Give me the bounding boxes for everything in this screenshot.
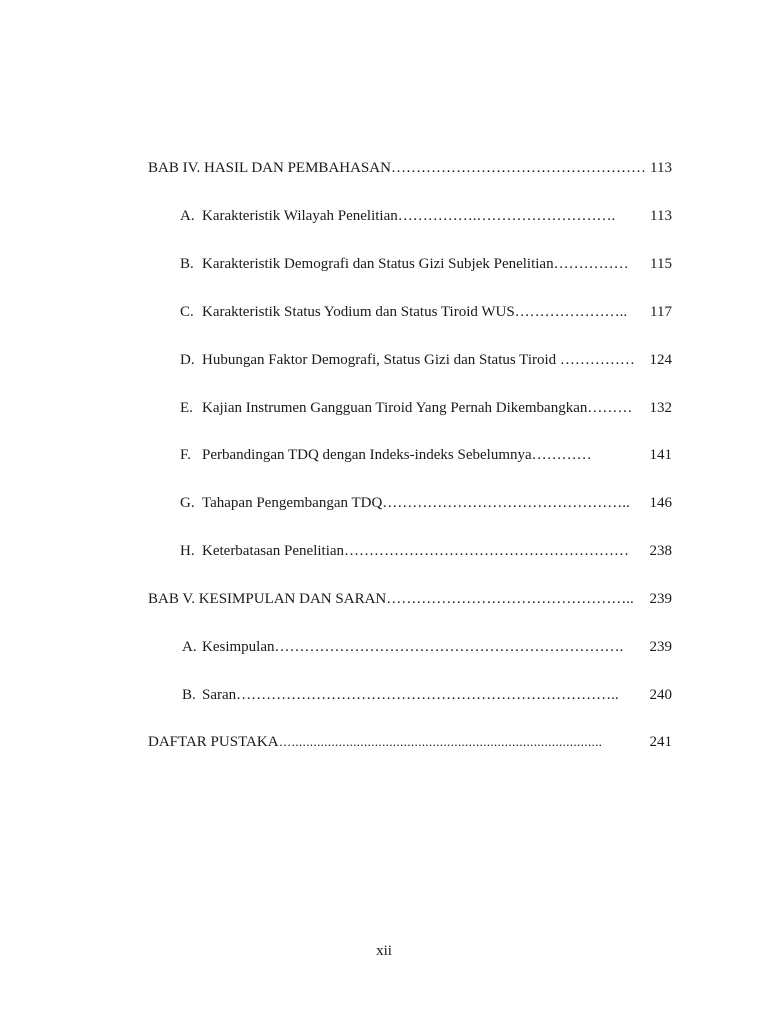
toc-item-iv-h[interactable] — [0, 540, 768, 562]
toc-entry-title — [182, 684, 619, 706]
toc-item-iv-g[interactable] — [0, 492, 768, 514]
toc-title: Kesimpulan — [202, 639, 275, 655]
toc-letter: E. — [180, 400, 193, 416]
toc-chapter-iv[interactable] — [0, 157, 768, 179]
toc-page-number: 113 — [650, 208, 672, 224]
dot-leader: ………………………………………………………………….. — [236, 687, 619, 703]
dot-leader: ……………………………………………………………. — [274, 639, 624, 655]
toc-title: Tahapan Pengembangan TDQ — [202, 495, 383, 511]
toc-entry-title — [148, 588, 634, 610]
toc-entry-title — [148, 157, 646, 179]
page-number-footer: xii — [376, 943, 392, 959]
toc-letter: B. — [182, 687, 196, 703]
toc-entry-title — [180, 301, 627, 323]
toc-item-iv-e[interactable] — [0, 397, 768, 419]
toc-bibliography[interactable] — [0, 731, 768, 753]
toc-entry-title — [180, 397, 632, 419]
toc-item-iv-d[interactable] — [0, 349, 768, 371]
dot-leader: ………………………………………….. — [382, 495, 630, 511]
toc-page-number: 239 — [649, 591, 672, 607]
toc-item-iv-b[interactable] — [0, 253, 768, 275]
toc-title: Hubungan Faktor Demografi, Status Gizi dan Status Tiroid — [202, 352, 557, 368]
toc-entry-title — [180, 253, 629, 275]
toc-chapter-v[interactable] — [0, 588, 768, 610]
toc-page-number: 239 — [649, 639, 672, 655]
toc-title: Keterbatasan Penelitian — [202, 543, 345, 559]
dot-leader: ………………………………………………… — [344, 543, 630, 559]
dot-leader: ………………………………………….. — [386, 591, 634, 607]
toc-item-v-b[interactable] — [0, 684, 768, 706]
toc-letter: C. — [180, 304, 194, 320]
toc-entry-title — [180, 540, 629, 562]
toc-page-number: 132 — [649, 400, 672, 416]
toc-page-number: 113 — [650, 160, 672, 176]
dot-leader: …………………………………………… — [390, 160, 646, 176]
toc-entry-title — [180, 492, 630, 514]
toc-title: DAFTAR PUSTAKA — [148, 734, 279, 750]
dot-leader: …………….………………………. — [397, 208, 616, 224]
toc-item-iv-a[interactable] — [0, 205, 768, 227]
toc-page-number: 115 — [650, 256, 672, 272]
toc-letter: A. — [182, 639, 197, 655]
dot-leader: …...................................................................................... — [278, 734, 603, 749]
toc-page-number: 141 — [649, 447, 672, 463]
toc-letter: B. — [180, 256, 194, 272]
toc-page-number: 240 — [649, 687, 672, 703]
toc-title: Karakteristik Demografi dan Status Gizi Subjek Penelitian — [202, 256, 554, 272]
toc-title: Kajian Instrumen Gangguan Tiroid Yang Pernah Dikembangkan — [202, 400, 588, 416]
toc-letter: G. — [180, 495, 195, 511]
toc-item-v-a[interactable] — [0, 636, 768, 658]
toc-page-number: 241 — [649, 734, 672, 750]
toc-letter: F. — [180, 447, 191, 463]
toc-entry-title — [180, 205, 615, 227]
toc-letter: A. — [180, 208, 195, 224]
dot-leader: …………… — [553, 256, 629, 272]
dot-leader: …………… — [556, 352, 635, 368]
toc-page-number: 146 — [649, 495, 672, 511]
dot-leader: ………………….. — [514, 304, 628, 320]
toc-title: Karakteristik Status Yodium dan Status Tiroid WUS — [202, 304, 515, 320]
toc-title: BAB IV. HASIL DAN PEMBAHASAN — [148, 160, 391, 176]
toc-page-number: 238 — [649, 543, 672, 559]
toc-page-number: 124 — [649, 352, 672, 368]
dot-leader: ……… — [587, 400, 633, 416]
toc-entry-title — [180, 444, 592, 466]
toc-entry-title — [182, 636, 623, 658]
toc-title: BAB V. KESIMPULAN DAN SARAN — [148, 591, 387, 607]
toc-letter: D. — [180, 352, 195, 368]
toc-title: Saran — [202, 687, 237, 703]
toc-title: Perbandingan TDQ dengan Indeks-indeks Sebelumnya — [202, 447, 532, 463]
toc-item-iv-f[interactable] — [0, 444, 768, 466]
toc-page-number: 117 — [650, 304, 672, 320]
toc-title: Karakteristik Wilayah Penelitian — [202, 208, 398, 224]
toc-entry-title — [180, 349, 635, 371]
toc-letter: H. — [180, 543, 195, 559]
dot-leader: ………… — [531, 447, 592, 463]
toc-entry-title — [148, 731, 602, 753]
toc-item-iv-c[interactable] — [0, 301, 768, 323]
